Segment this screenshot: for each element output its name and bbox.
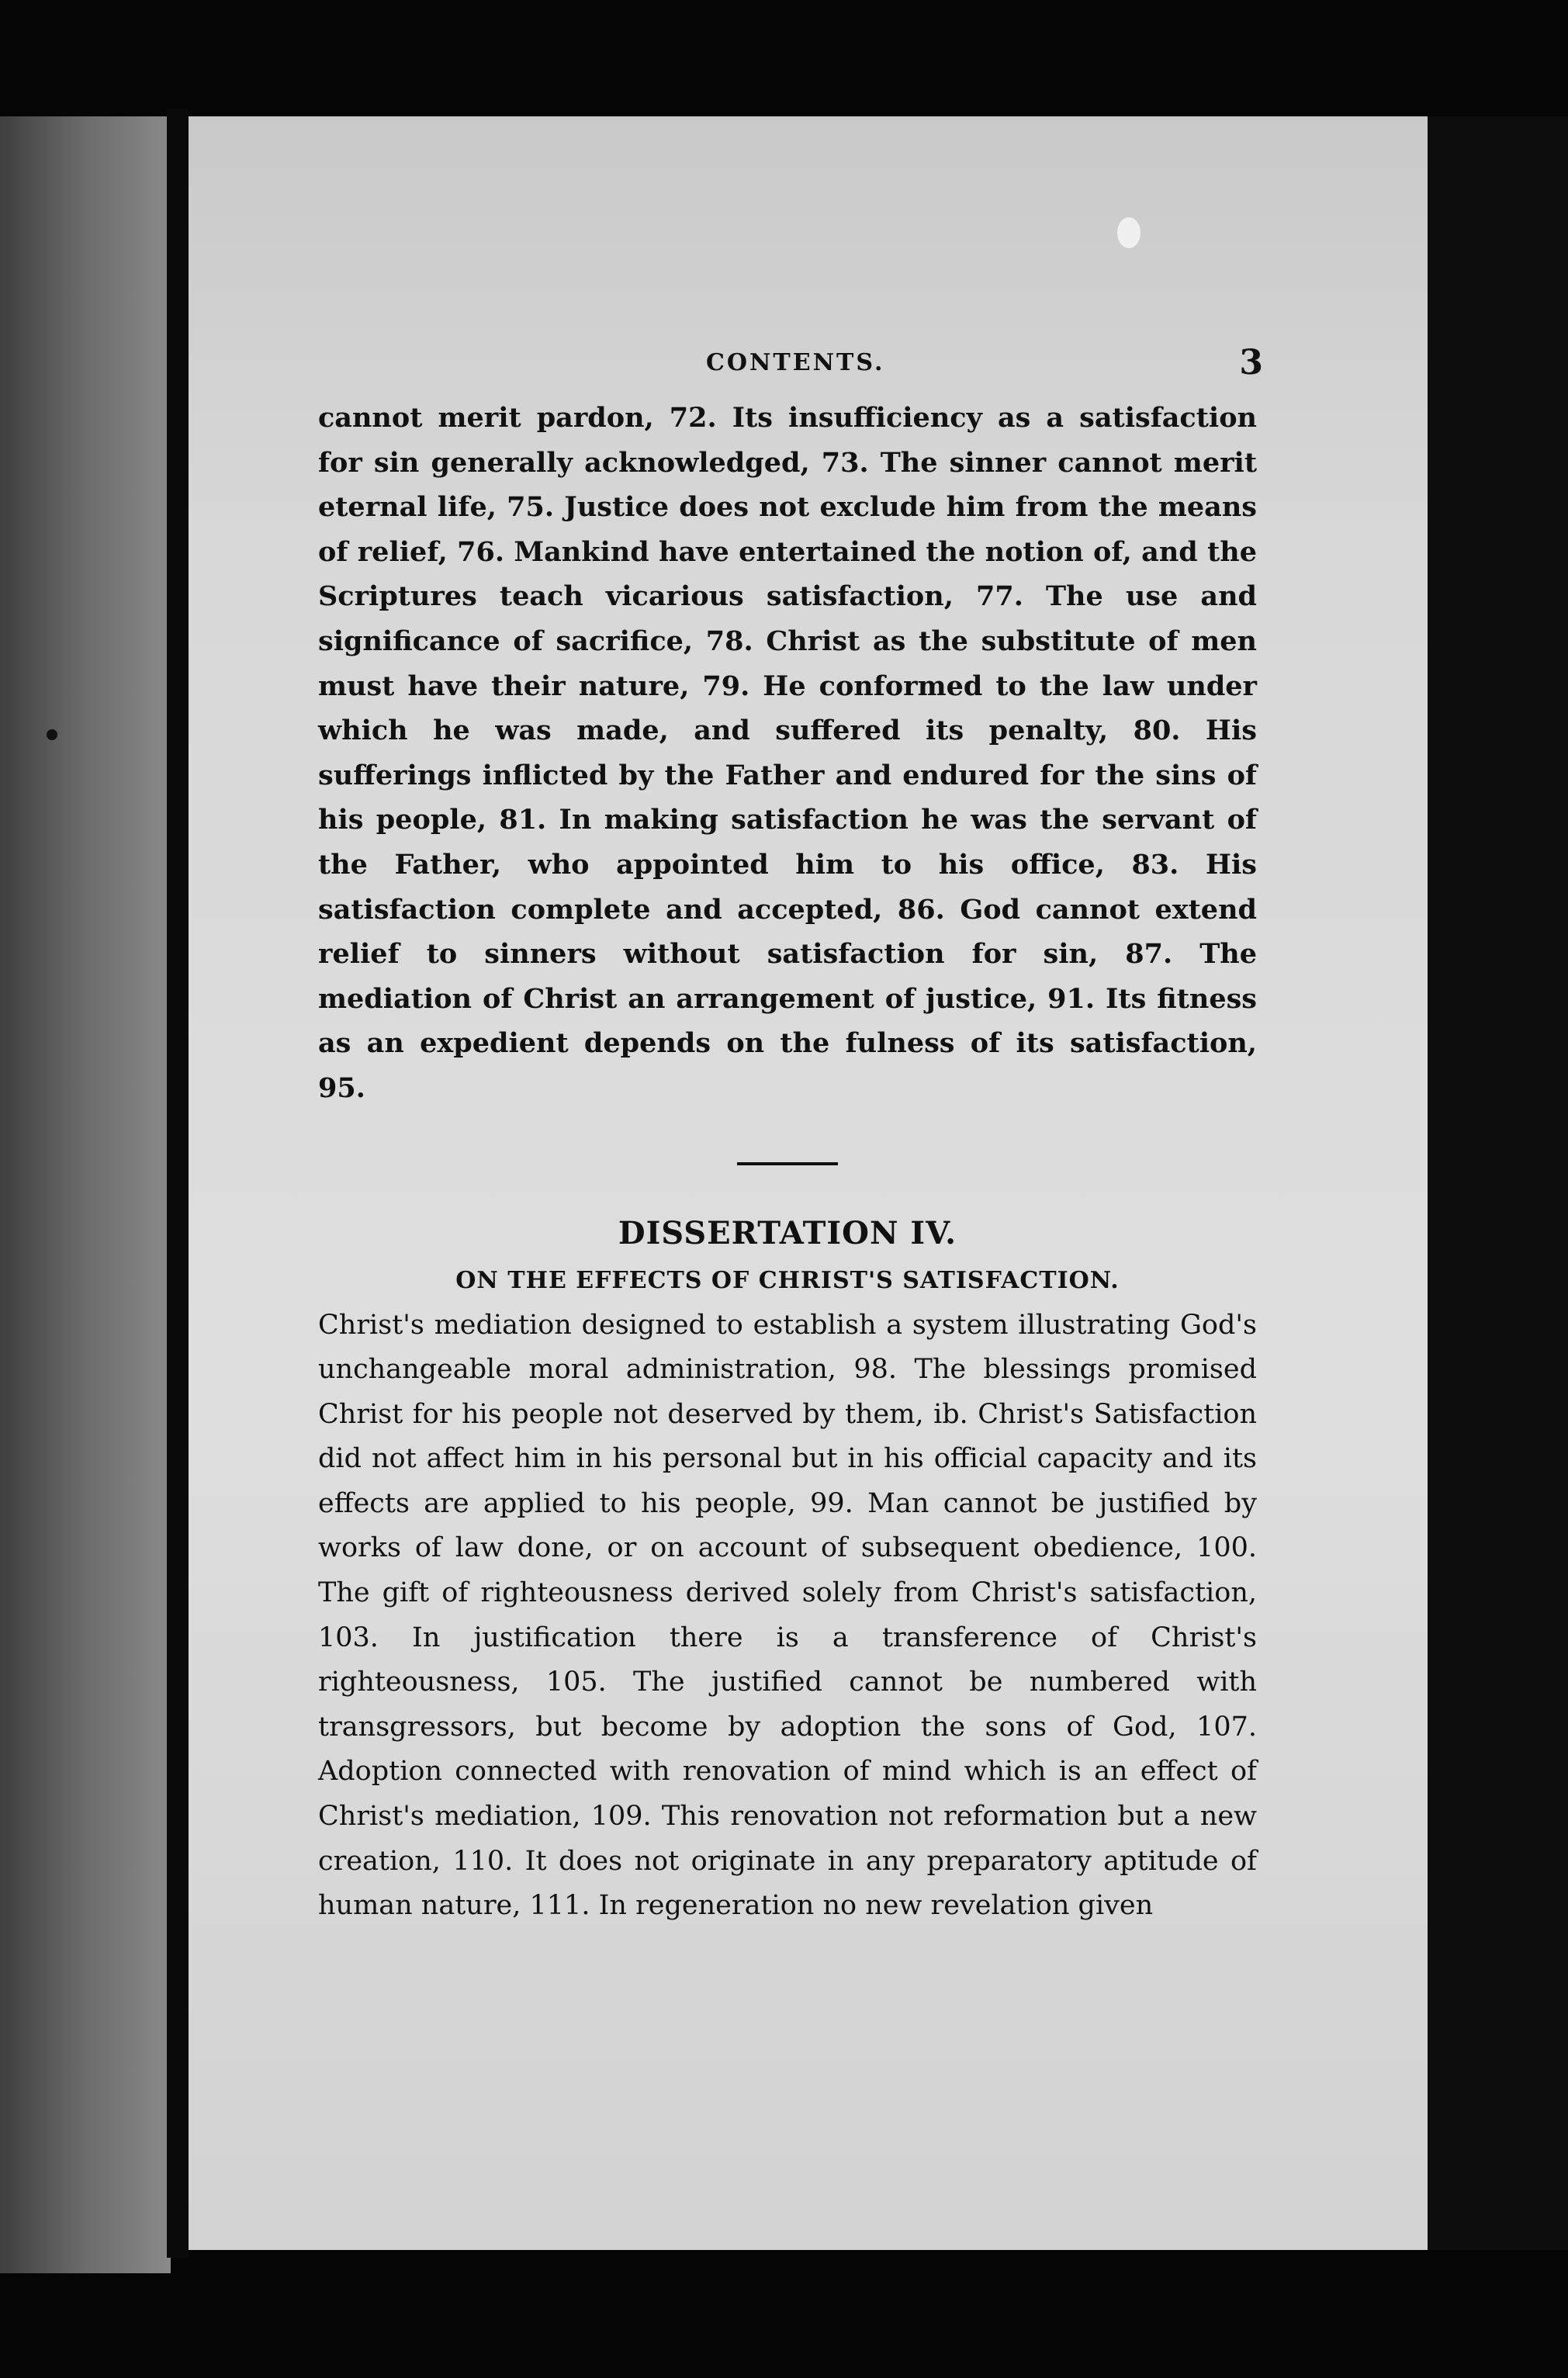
summary-continued: cannot merit pardon, 72. Its insufficiency as a satisfaction for sin generally acknowledged, 73. The sinner cannot merit eternal life, 75. Justice does not exclude him from the means of relief, 76. Mankind have entertained the notion of, and the Scriptures teach vicarious satisfaction, 77. The use and significance of sacrifice, 78. Christ as the substitute of men must have their nature, 79. He conformed to the law under which he was made, and suffered its penalty, 80. His sufferings inflicted by the Father and endured for the sins of his people, 81. In making satisfaction he was the servant of the Father, who appointed him to his office, 83. His satisfaction complete and accepted, 86. God cannot extend relief to sinners without satisfaction for sin, 87. The mediation of Christ an arrangement of justice, 91. Its fitness as an expedient depends on the fulness of its satisfaction, 95. [318,402,1257,1104]
scan-speck [47,729,57,740]
dissertation-subtitle: ON THE EFFECTS OF CHRIST'S SATISFACTION. [455,1266,1120,1294]
section-rule [737,1162,838,1165]
page-border-shadow [1428,116,1568,2250]
running-head [318,343,1263,396]
running-head-title: CONTENTS. [706,349,885,376]
page-gutter [167,109,189,2258]
scan-speck [1117,217,1141,248]
facing-page-edge [0,116,171,2273]
dissertation-summary: Christ's mediation designed to establish a system illustrating God's unchangeable moral administration, 98. The blessings promised Christ for his people not deserved by them, ib. Christ's Satisfaction did not affect him in his personal but in his official capacity and its effects are applied to his people, 99. Man cannot be justified by works of law done, or on account of subsequent obedience, 100. The gift of righteousness derived solely from Christ's satisfaction, 103. In justification there is a transference of Christ's righteousness, 105. The justified cannot be numbered with transgressors, but become by adoption the sons of God, 107. Adoption connected with renovation of mind which is an effect of Christ's mediation, 109. This renovation not reformation but a new creation, 110. It does not originate in any preparatory aptitude of human nature, 111. In regeneration no new revelation given [318,1309,1257,1922]
page-number: 3 [1239,343,1263,382]
page-content [318,343,1263,1929]
dissertation-title: DISSERTATION IV. [618,1214,957,1251]
